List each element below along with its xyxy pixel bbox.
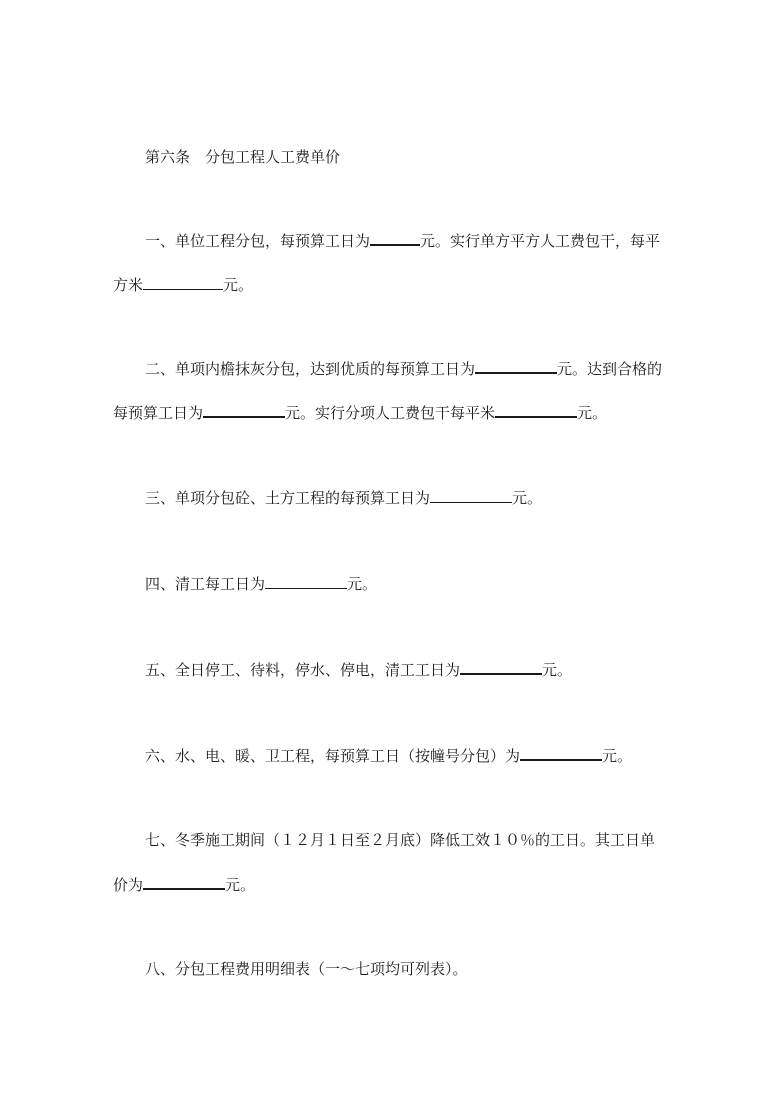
item-1-line-1 xyxy=(145,231,660,251)
item-2-line-2 xyxy=(113,403,607,423)
item-2-blank-3 xyxy=(495,415,577,418)
item-5-line xyxy=(145,660,572,680)
item-8-line xyxy=(145,959,468,979)
item-2-text-b: 元。达到合格的 xyxy=(557,360,663,378)
item-7-blank xyxy=(143,887,225,890)
article-heading-text: 第六条 分包工程人工费单价 xyxy=(145,148,341,166)
item-3-line xyxy=(145,488,542,508)
item-2-text-d: 元。实行分项人工费包干每平米 xyxy=(285,404,496,422)
item-3-text-b: 元。 xyxy=(512,489,543,507)
item-4-text-b: 元。 xyxy=(347,575,378,593)
item-7-text-c: 元。 xyxy=(225,876,256,894)
item-7-text-b: 价为 xyxy=(113,876,144,894)
item-1-text-a: 一、单位工程分包，每预算工日为 xyxy=(145,232,371,250)
item-7-line-1 xyxy=(145,830,655,850)
item-4-line xyxy=(145,574,377,594)
item-1-line-2 xyxy=(113,275,253,295)
item-5-text-b: 元。 xyxy=(542,661,573,679)
item-7-line-2 xyxy=(113,875,255,895)
item-1-blank-2 xyxy=(143,288,223,290)
item-6-text-b: 元。 xyxy=(602,747,633,765)
item-3-text-a: 三、单项分包砼、土方工程的每预算工日为 xyxy=(145,489,431,507)
item-2-text-c: 每预算工日为 xyxy=(113,404,204,422)
item-2-text-e: 元。 xyxy=(577,404,608,422)
item-6-blank xyxy=(520,758,602,761)
item-1-text-c: 方米 xyxy=(113,276,144,294)
item-5-blank xyxy=(460,672,542,675)
item-7-text-a: 七、冬季施工期间（１２月１日至２月底）降低工效１０％的工日。其工日单 xyxy=(145,831,656,849)
item-2-text-a: 二、单项内檐抹灰分包，达到优质的每预算工日为 xyxy=(145,360,476,378)
item-4-text-a: 四、清工每工日为 xyxy=(145,575,266,593)
item-2-line-1 xyxy=(145,359,662,379)
item-8-text-a: 八、分包工程费用明细表（一～七项均可列表）。 xyxy=(145,960,468,978)
item-3-blank xyxy=(430,501,512,503)
item-4-blank xyxy=(265,587,347,589)
item-1-blank-1 xyxy=(370,243,420,246)
item-1-text-b: 元。实行单方平方人工费包干，每平 xyxy=(420,232,661,250)
article-heading xyxy=(145,147,340,167)
item-6-line xyxy=(145,746,632,766)
item-2-blank-2 xyxy=(203,415,285,418)
item-2-blank-1 xyxy=(475,371,557,374)
item-6-text-a: 六、水、电、暖、卫工程，每预算工日（按幢号分包）为 xyxy=(145,747,521,765)
item-5-text-a: 五、全日停工、待料，停水、停电，清工工日为 xyxy=(145,661,461,679)
item-1-text-d: 元。 xyxy=(223,276,254,294)
